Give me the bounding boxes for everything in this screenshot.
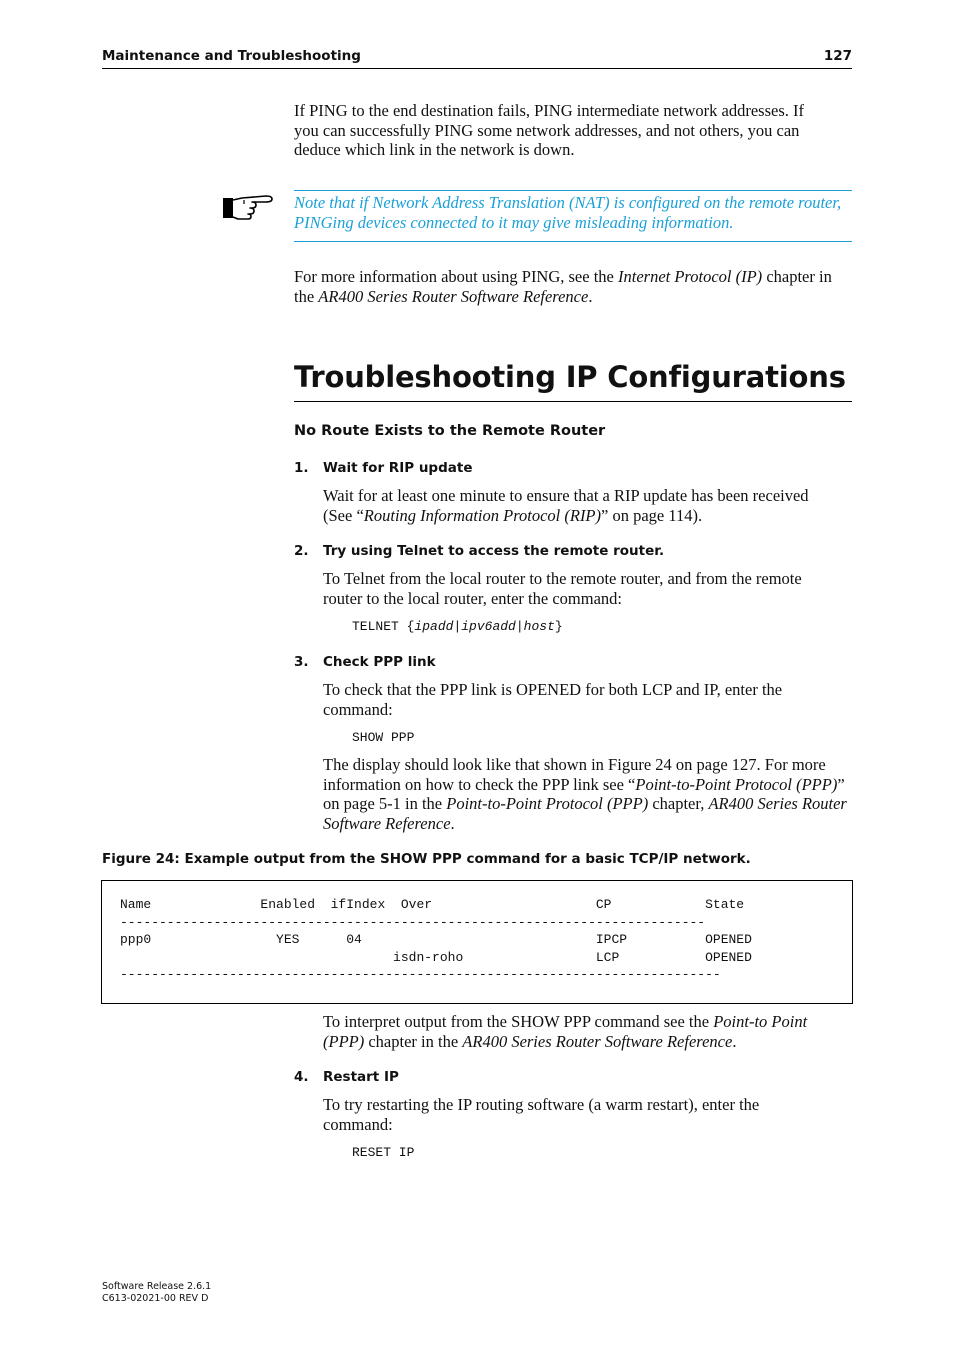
intro-paragraph bbox=[294, 101, 854, 160]
chapter-reference: Point-to Point bbox=[713, 1012, 808, 1031]
cmd-param: ipv6add bbox=[461, 619, 516, 634]
text-run: information on how to check the PPP link see “ bbox=[323, 774, 636, 794]
section-title-rule bbox=[294, 401, 852, 402]
text-run: (See “ bbox=[323, 505, 364, 525]
intro-line: you can successfully PING some network addresses, and not others, you can bbox=[294, 120, 800, 140]
manual-reference: AR400 Series Router bbox=[708, 794, 847, 813]
cmd-text: | bbox=[515, 619, 524, 634]
chapter-reference: (PPP) bbox=[323, 1031, 365, 1051]
note-bottom-rule bbox=[294, 241, 852, 242]
text-line: command: bbox=[323, 699, 393, 719]
cmd-param: host bbox=[523, 619, 555, 634]
pointing-hand-icon bbox=[222, 190, 278, 222]
step-title: Check PPP link bbox=[323, 654, 436, 670]
cross-reference-link[interactable]: Point-to-Point Protocol (PPP) bbox=[635, 774, 838, 794]
more-info-paragraph bbox=[294, 267, 854, 306]
output-row: isdn-roho LCP OPENED bbox=[120, 949, 752, 965]
manual-reference: Software Reference bbox=[323, 813, 451, 833]
step-body bbox=[323, 1095, 863, 1134]
note-text bbox=[294, 193, 854, 233]
text-run: chapter in the bbox=[364, 1031, 463, 1051]
text-line: To try restarting the IP routing software (a warm restart), enter the bbox=[323, 1095, 760, 1114]
text-run: on page 5-1 in the bbox=[323, 794, 447, 813]
manual-reference: AR400 Series Router Software Reference bbox=[462, 1031, 733, 1051]
note-top-rule bbox=[294, 190, 852, 191]
text-line: command: bbox=[323, 1114, 393, 1134]
footer-release: Software Release 2.6.1 bbox=[102, 1281, 212, 1292]
step-title: Try using Telnet to access the remote router. bbox=[323, 543, 665, 559]
text-run: . bbox=[732, 1031, 737, 1051]
step-number: 4. bbox=[294, 1069, 309, 1085]
note-line: Note that if Network Address Translation (NAT) is configured on the remote router, bbox=[294, 193, 842, 212]
reset-ip-command: RESET IP bbox=[352, 1145, 415, 1160]
text-line: router to the local router, enter the command: bbox=[323, 588, 622, 608]
step-body bbox=[323, 680, 863, 719]
text-run: the bbox=[294, 286, 319, 306]
manual-reference: AR400 Series Router Software Reference bbox=[318, 286, 589, 306]
text-run: . bbox=[450, 813, 455, 833]
output-divider: --------------------------------------------------------------------------- bbox=[120, 914, 706, 930]
intro-line: If PING to the end destination fails, PING intermediate network addresses. If bbox=[294, 101, 804, 120]
show-ppp-output bbox=[120, 896, 752, 984]
step-body bbox=[323, 569, 863, 608]
cmd-text: TELNET { bbox=[352, 619, 415, 634]
text-line: Wait for at least one minute to ensure that a RIP update has been received bbox=[323, 486, 809, 505]
header-rule bbox=[102, 68, 852, 69]
display-description bbox=[323, 755, 863, 833]
section-title: Troubleshooting IP Configurations bbox=[294, 360, 846, 394]
output-row: ppp0 YES 04 IPCP OPENED bbox=[120, 932, 752, 947]
step-title: Restart IP bbox=[323, 1069, 399, 1085]
text-run: chapter in bbox=[762, 267, 832, 286]
note-line: PINGing devices connected to it may give misleading information. bbox=[294, 213, 734, 232]
interpret-paragraph bbox=[323, 1012, 863, 1051]
subsection-title: No Route Exists to the Remote Router bbox=[294, 423, 606, 439]
text-run: ” bbox=[837, 774, 845, 794]
cmd-text: } bbox=[554, 619, 563, 634]
show-ppp-command: SHOW PPP bbox=[352, 730, 415, 745]
text-run: ” on page 114). bbox=[601, 505, 703, 525]
figure-caption: Figure 24: Example output from the SHOW PPP command for a basic TCP/IP network. bbox=[102, 851, 751, 867]
cmd-text: | bbox=[453, 619, 462, 634]
chapter-reference: Point-to-Point Protocol (PPP) bbox=[446, 794, 649, 813]
step-title: Wait for RIP update bbox=[323, 460, 473, 476]
step-number: 3. bbox=[294, 654, 309, 670]
output-divider: ----------------------------------------------------------------------------- bbox=[120, 967, 721, 982]
chapter-reference: Internet Protocol (IP) bbox=[618, 267, 763, 286]
step-number: 1. bbox=[294, 460, 309, 476]
cmd-param: ipadd bbox=[414, 619, 454, 634]
telnet-command bbox=[352, 619, 563, 634]
text-run: To interpret output from the SHOW PPP command see the bbox=[323, 1012, 714, 1031]
text-run: For more information about using PING, see the bbox=[294, 267, 618, 286]
page-number: 127 bbox=[823, 48, 852, 64]
text-line: To check that the PPP link is OPENED for both LCP and IP, enter the bbox=[323, 680, 783, 699]
output-header-row: Name Enabled ifIndex Over CP State bbox=[120, 897, 745, 912]
step-number: 2. bbox=[294, 543, 309, 559]
footer-doc-id: C613-02021-00 REV D bbox=[102, 1293, 209, 1304]
text-line: To Telnet from the local router to the remote router, and from the remote bbox=[323, 569, 802, 588]
cross-reference-link[interactable]: Routing Information Protocol (RIP) bbox=[363, 505, 602, 525]
intro-line: deduce which link in the network is down. bbox=[294, 140, 575, 159]
step-body bbox=[323, 486, 863, 525]
text-run: chapter, bbox=[648, 794, 709, 813]
text-line: The display should look like that shown in Figure 24 on page 127. For more bbox=[323, 755, 826, 774]
text-run: . bbox=[588, 286, 593, 306]
running-header-title: Maintenance and Troubleshooting bbox=[102, 48, 361, 64]
